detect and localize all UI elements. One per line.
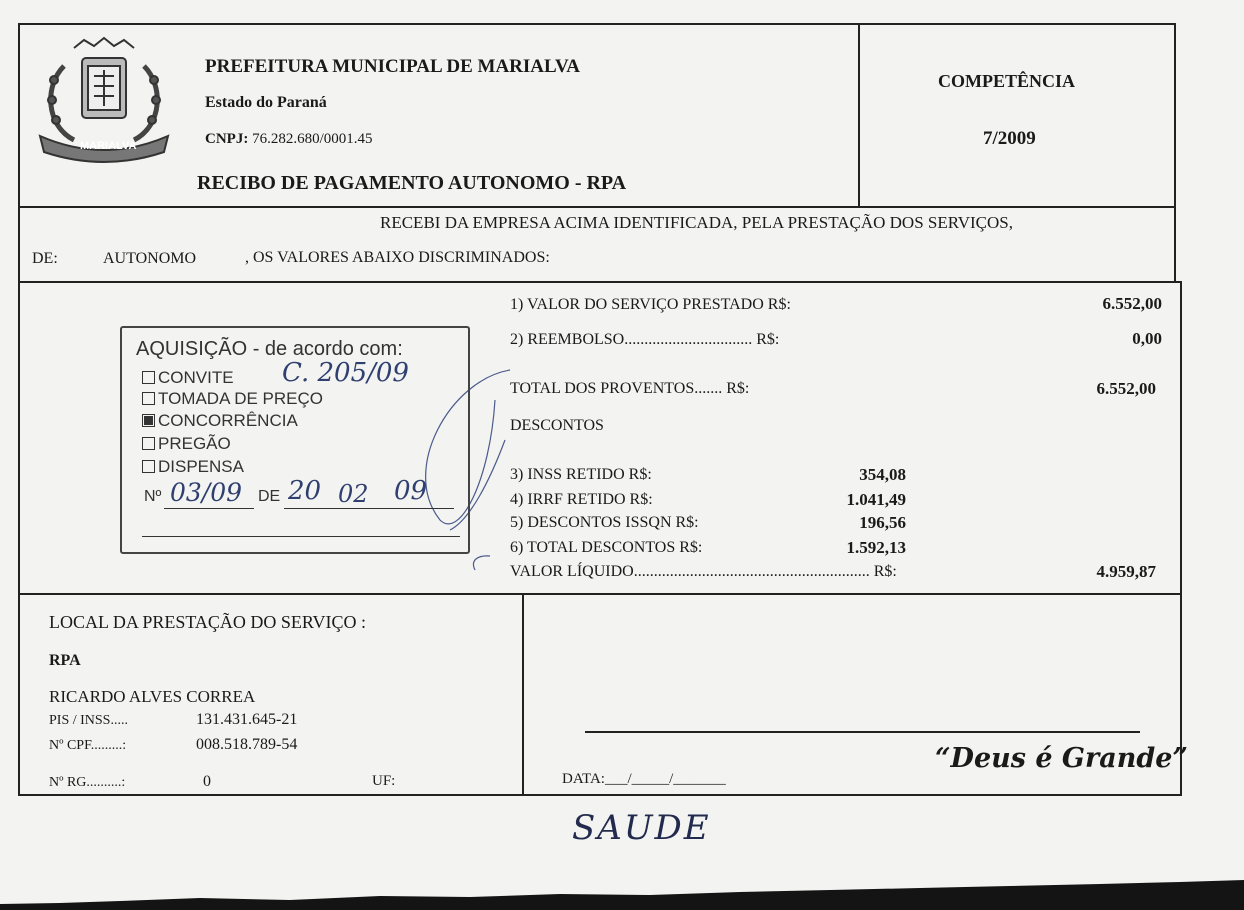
de-label: DE: [32, 250, 58, 267]
stamp-date-day: 20 [288, 476, 322, 506]
stamp-title: AQUISIÇÃO - de acordo com: [136, 338, 403, 360]
cnpj-label: CNPJ: [205, 131, 249, 147]
stamp-option-convite [142, 368, 234, 388]
competencia-value: 7/2009 [983, 128, 1036, 149]
inss-label: 3) INSS RETIDO R$: [510, 466, 652, 483]
servico-label: 1) VALOR DO SERVIÇO PRESTADO R$: [510, 296, 791, 313]
convite-label: CONVITE [158, 368, 234, 387]
concorrencia-checkbox[interactable] [142, 414, 155, 427]
pis-value: 131.431.645-21 [196, 711, 298, 728]
rpa-label: RPA [49, 652, 81, 669]
stamp-no-label: Nº [144, 488, 162, 505]
issqn-value: 196,56 [859, 513, 906, 532]
state-name: Estado do Paraná [205, 94, 327, 111]
divider-footer [18, 593, 1182, 595]
rg-label: Nº RG..........: [49, 775, 126, 790]
stamp-option-dispensa [142, 457, 244, 477]
divider-header [18, 206, 1176, 208]
local-label: LOCAL DA PRESTAÇÃO DO SERVIÇO : [49, 612, 366, 632]
org-name: PREFEITURA MUNICIPAL DE MARIALVA [205, 56, 580, 77]
stamp-no-underline [164, 508, 254, 509]
total-descontos-label: 6) TOTAL DESCONTOS R$: [510, 539, 703, 556]
cnpj-line [205, 131, 373, 148]
irrf-label: 4) IRRF RETIDO R$: [510, 491, 653, 508]
frame-bottom [18, 794, 1182, 796]
de-value: AUTONOMO [103, 250, 197, 267]
statement-line1: RECEBI DA EMPRESA ACIMA IDENTIFICADA, PELA PRESTAÇÃO DOS SERVIÇOS, [380, 213, 1013, 232]
stamp-bottom-rule [142, 536, 460, 537]
competencia-label: COMPETÊNCIA [938, 71, 1076, 91]
stamp-de-label: DE [258, 488, 281, 505]
issqn-label: 5) DESCONTOS ISSQN R$: [510, 514, 699, 531]
total-descontos-value: 1.592,13 [846, 538, 906, 557]
divider-footer-mid [522, 594, 524, 795]
statement-line2: , OS VALORES ABAIXO DISCRIMINADOS: [245, 249, 550, 266]
handwritten-note: SAUDE [572, 808, 711, 848]
cnpj-value: 76.282.680/0001.45 [252, 131, 373, 147]
cpf-value: 008.518.789-54 [196, 736, 298, 753]
divider-competencia [858, 23, 860, 207]
reembolso-value: 0,00 [1132, 329, 1162, 348]
convite-checkbox[interactable] [142, 371, 155, 384]
pis-label: PIS / INSS..... [49, 713, 128, 728]
stamp-no-value: 03/09 [170, 478, 243, 507]
motto: “Deus é Grande” [935, 743, 1188, 774]
frame-top [18, 23, 1176, 25]
signature-line[interactable] [585, 731, 1140, 733]
torn-edge [0, 870, 1244, 910]
tomada-checkbox[interactable] [142, 392, 155, 405]
stamp-option-concorrencia [142, 411, 298, 431]
total-proventos-label: TOTAL DOS PROVENTOS....... R$: [510, 380, 750, 397]
document-title: RECIBO DE PAGAMENTO AUTONOMO - RPA [197, 172, 627, 194]
frame-right-upper [1174, 23, 1176, 283]
liquido-label: VALOR LÍQUIDO........................................................... R$: [510, 563, 897, 580]
stamp-handwritten-ref: C. 205/09 [282, 358, 409, 388]
irrf-value: 1.041,49 [846, 490, 906, 509]
rg-value: 0 [203, 773, 211, 790]
descontos-heading: DESCONTOS [510, 417, 604, 434]
date-field[interactable]: DATA:___/_____/_______ [562, 771, 726, 787]
seal-ribbon-text: MARIALVA [80, 140, 137, 152]
cpf-label: Nº CPF.........: [49, 738, 127, 753]
stamp-option-tomada [142, 389, 323, 409]
dispensa-checkbox[interactable] [142, 460, 155, 473]
liquido-value: 4.959,87 [1096, 562, 1156, 581]
divider-statement [18, 281, 1182, 283]
dispensa-label: DISPENSA [158, 457, 244, 476]
pregao-label: PREGÃO [158, 434, 231, 453]
concorrencia-label: CONCORRÊNCIA [158, 411, 298, 430]
pregao-checkbox[interactable] [142, 437, 155, 450]
servico-value: 6.552,00 [1102, 294, 1162, 313]
total-proventos-value: 6.552,00 [1096, 379, 1156, 398]
tomada-label: TOMADA DE PREÇO [158, 389, 323, 408]
inss-value: 354,08 [859, 465, 906, 484]
provider-name: RICARDO ALVES CORREA [49, 687, 256, 706]
stamp-date-underline [284, 508, 454, 509]
uf-label: UF: [372, 773, 396, 789]
stamp-date-month: 02 [338, 480, 369, 508]
frame-left [18, 23, 20, 796]
reembolso-label: 2) REEMBOLSO................................ R$: [510, 331, 780, 348]
frame-right-lower [1180, 283, 1182, 795]
stamp-date-year: 09 [394, 476, 428, 506]
municipal-seal [34, 36, 174, 168]
stamp-option-pregao [142, 434, 231, 454]
acquisition-stamp [120, 326, 470, 554]
